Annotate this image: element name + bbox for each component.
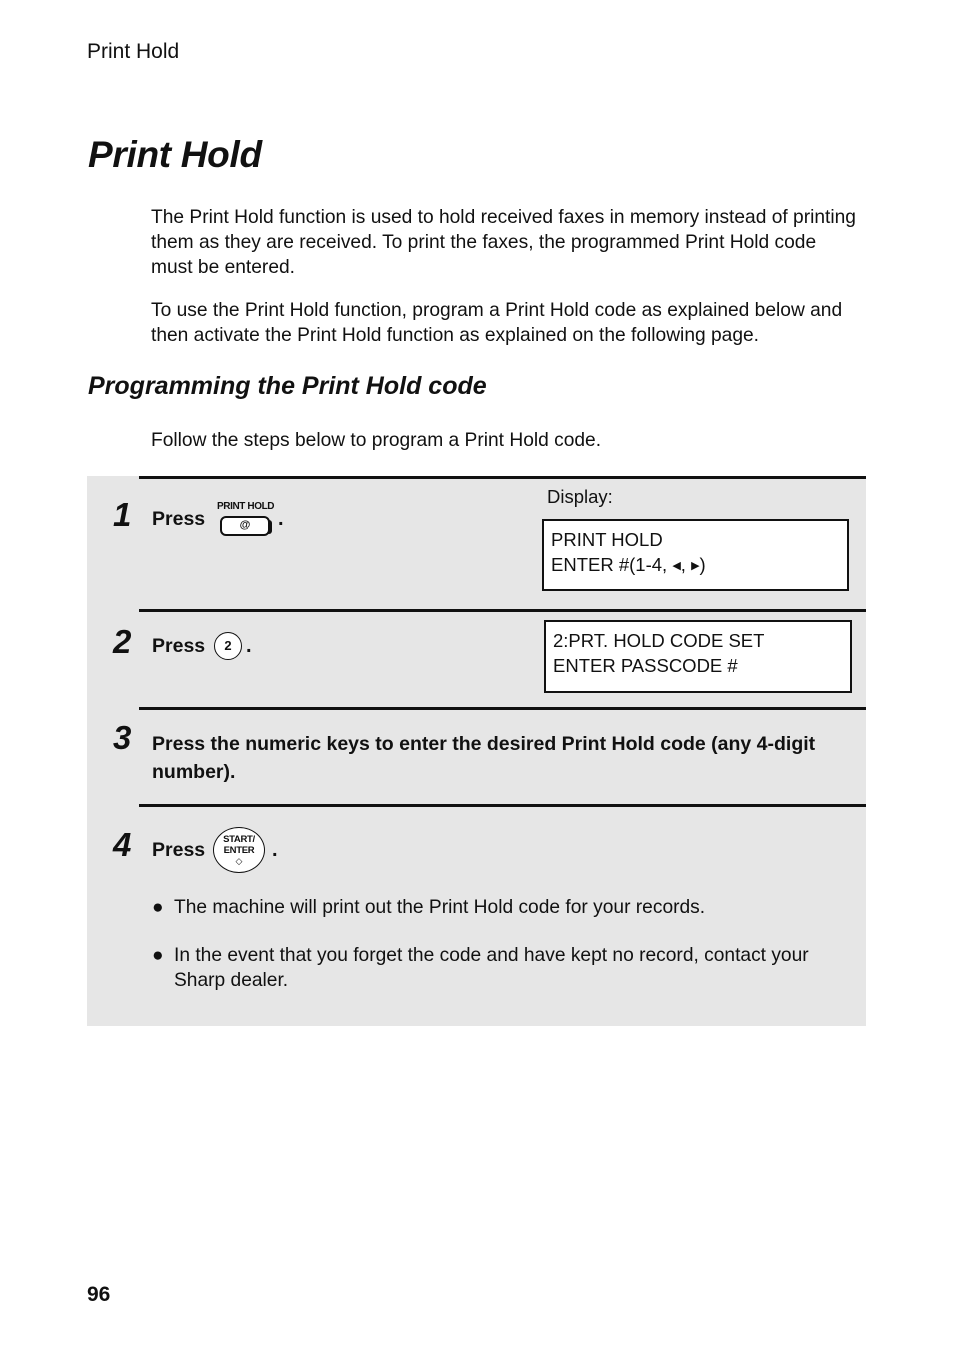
page-title: Print Hold [88, 134, 262, 175]
step-2-period: . [246, 635, 252, 657]
display-line: PRINT HOLD [551, 529, 663, 550]
right-arrow-icon: ▶ [691, 559, 700, 572]
intro-paragraph-1: The Print Hold function is used to hold received faxes in memory instead of printing them as they are received. To print the faxes, the programmed Print Hold code must be entered. [151, 207, 856, 278]
print-hold-key [217, 502, 275, 540]
step-2-number: 2 [113, 623, 132, 660]
section-intro: Follow the steps below to program a Print Hold code. [151, 430, 602, 451]
step-3-number: 3 [113, 719, 132, 756]
bullet-text: The machine will print out the Print Hold code for your records. [174, 897, 706, 918]
step-divider [139, 609, 866, 612]
start-diamond-icon: ◇ [235, 856, 243, 866]
display-line: 2:PRT. HOLD CODE SET [553, 630, 765, 651]
start-enter-key [213, 827, 265, 873]
bullet-mark: ● [152, 945, 164, 966]
number-2-key: 2 [214, 632, 242, 660]
start-enter-key-label-1: START/ [223, 834, 255, 845]
step-divider [139, 707, 866, 710]
display-screen-2 [544, 620, 852, 693]
step-4-period: . [272, 839, 278, 861]
running-head: Print Hold [87, 40, 180, 63]
bullet-mark: ● [152, 897, 164, 918]
print-hold-key-cap [220, 516, 270, 536]
print-hold-key-label: PRINT HOLD [217, 501, 275, 512]
step-3-instruction: Press the numeric keys to enter the desired Print Hold code (any 4-digit number). [152, 733, 816, 783]
display-text: ENTER #(1-4, [551, 554, 668, 575]
start-enter-key-label-2: ENTER [223, 845, 255, 856]
page-number: 96 [87, 1283, 111, 1306]
display-line: ENTER PASSCODE # [553, 655, 738, 676]
intro-paragraph-2: To use the Print Hold function, program a Print Hold code as explained below and then activate the Print Hold function as explained on the following page. [151, 300, 843, 346]
display-text: ) [699, 554, 706, 575]
display-line [551, 552, 847, 579]
display-label: Display: [547, 486, 613, 507]
bullet-item [152, 895, 852, 920]
step-divider [139, 476, 866, 479]
bullet-item [152, 943, 852, 993]
display-text: , [680, 554, 686, 575]
left-arrow-icon: ◀ [672, 559, 681, 572]
display-screen-1 [542, 519, 849, 591]
step-2-press-label: Press [152, 635, 206, 657]
at-sign-icon: @ [239, 519, 251, 531]
bullet-text: In the event that you forget the code and have kept no record, contact your Sharp dealer. [174, 945, 809, 991]
step-1-number: 1 [113, 496, 132, 533]
step-1-period: . [278, 508, 284, 530]
step-4-number: 4 [113, 826, 132, 863]
step-divider [139, 804, 866, 807]
step-1-press-label: Press [152, 508, 206, 530]
key-shadow [268, 520, 272, 534]
section-title: Programming the Print Hold code [88, 372, 487, 400]
step-4-press-label: Press [152, 839, 206, 861]
